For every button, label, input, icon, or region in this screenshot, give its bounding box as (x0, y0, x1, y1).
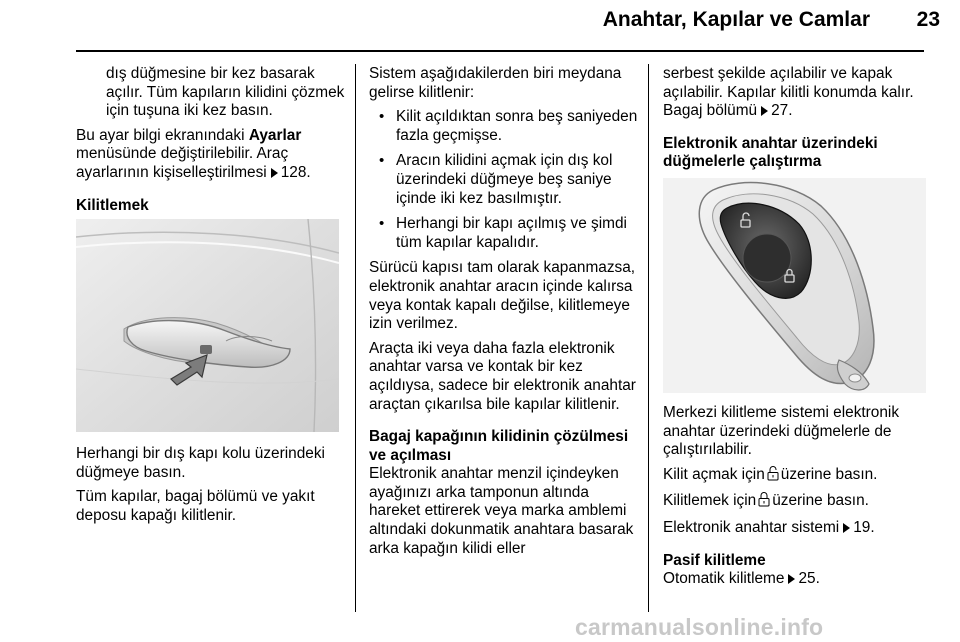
col2-para-2: Araçta iki veya daha fazla elektronik anahtar varsa ve kontak bir kez açıldıysa, sadece bir elektronik anahtar araçtan çıkarılsa bile kapılar kilitlenir. (369, 339, 636, 413)
reference-arrow-icon (761, 106, 768, 116)
unlock-icon (767, 466, 779, 487)
column-3-bottom (663, 404, 938, 595)
col3-key-system-text: Elektronik anahtar sistemi (663, 518, 840, 536)
col1-caption-1: Herhangi bir dış kapı kolu üzerindeki düğmeye basın. (76, 445, 325, 481)
col1-settings-ref: 128. (280, 163, 311, 181)
col3-unlock-post: üzerine basın. (780, 465, 878, 483)
reference-arrow-icon (843, 523, 850, 533)
reference-arrow-icon (271, 168, 278, 178)
col2-trunk-text: Elektronik anahtar menzil içindeyken ayağınızı arka tamponun altında hareket ettirerek veya marka amblemi altındaki dokunmatik anahtara basarak arka kapağın kilidi eller (369, 465, 634, 557)
col3-unlock (663, 466, 938, 487)
col2-para-1: Sürücü kapısı tam olarak kapanmazsa, elektronik anahtar aracın içinde kalırsa veya kontak kapalı değilse, kilitlemeye izin verilmez. (369, 259, 636, 333)
list-item: • Aracın kilidini açmak için dış kol üzerindeki düğmeye beş saniye içinde iki kez basılmıştır. (369, 152, 641, 208)
reference-arrow-icon (788, 574, 795, 584)
list-item: • Kilit açıldıktan sonra beş saniyeden fazla geçmişse. (369, 108, 641, 145)
col3-key-system (663, 519, 938, 538)
header-rule (76, 50, 924, 52)
page-title: Anahtar, Kapılar ve Camlar (602, 8, 870, 31)
col1-intro: dış düğmesine bir kez basarak açılır. Tüm kapıların kilidini çözmek için tuşuna iki kez basın. (106, 65, 345, 120)
col1-caption-2: Tüm kapılar, bagaj bölümü ve yakıt deposu kapağı kilitlenir. (76, 488, 315, 524)
column-1-top (76, 65, 348, 221)
col3-central-text: Merkezi kilitleme sistemi elektronik anahtar üzerindeki düğmelerle de çalıştırılabilir. (663, 404, 900, 459)
col3-key-system-ref: 19. (853, 518, 875, 536)
col3-lock-pre: Kilitlemek için (663, 492, 757, 510)
col3-passive (663, 570, 938, 589)
col3-intro-ref: 27. (771, 102, 793, 120)
column-divider-2 (648, 64, 649, 612)
trunk-heading: Bagaj kapağının kilidinin çözülmesi ve açılması (369, 428, 629, 464)
col2-intro: Sistem aşağıdakilerden biri meydana gelirse kilitlenir: (369, 65, 622, 101)
col1-settings-pre: Bu ayar bilgi ekranındaki (76, 126, 249, 144)
key-fob-illustration (663, 178, 926, 393)
col3-passive-ref: 25. (798, 570, 820, 588)
col3-lock (663, 492, 938, 513)
col1-settings (76, 127, 348, 183)
column-1-bottom (76, 445, 348, 531)
watermark: carmanualsonline.info (575, 614, 824, 640)
col1-settings-post: menüsünde değiştirilebilir. Araç ayarlarının kişiselleştirilmesi (76, 145, 289, 181)
door-handle-illustration (76, 219, 339, 432)
column-2 (369, 65, 641, 564)
lock-conditions-list (369, 108, 641, 252)
col3-intro (663, 65, 938, 121)
key-buttons-heading: Elektronik anahtar üzerindeki düğmelerle çalıştırma (663, 134, 878, 171)
column-divider-1 (355, 64, 356, 612)
col3-unlock-pre: Kilit açmak için (663, 465, 765, 483)
passive-locking-heading: Pasif kilitleme (663, 551, 766, 569)
col3-passive-text: Otomatik kilitleme (663, 570, 785, 588)
page-number: 23 (916, 8, 940, 31)
settings-menu-name: Ayarlar (248, 126, 302, 144)
col3-intro-text: serbest şekilde açılabilir ve kapak açılabilir. Kapılar kilitli konumda kalır. Bagaj bölümü (663, 65, 914, 120)
lock-icon (758, 492, 770, 513)
list-item: • Herhangi bir kapı açılmış ve şimdi tüm kapılar kapalıdır. (369, 215, 641, 252)
locking-heading: Kilitlemek (76, 196, 149, 214)
column-3-top (663, 65, 938, 178)
col3-lock-post: üzerine basın. (772, 492, 869, 510)
